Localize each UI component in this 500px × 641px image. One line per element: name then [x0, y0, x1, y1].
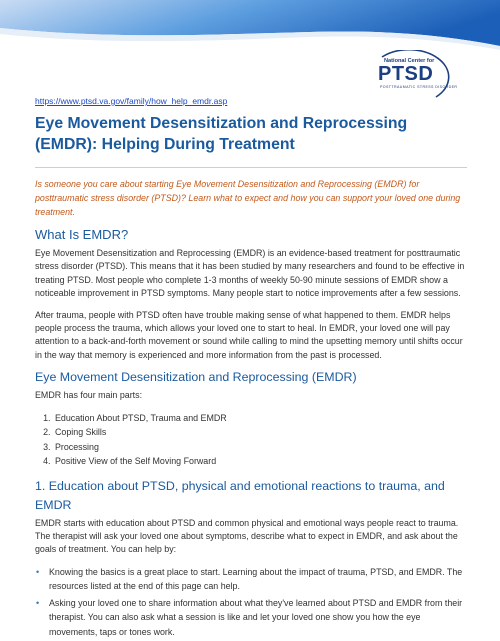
list-item	[35, 596, 467, 639]
bullet-icon: •	[36, 597, 40, 608]
list-item: 3. Processing	[53, 440, 467, 455]
list-item	[35, 565, 467, 594]
list-item: 2. Coping Skills	[53, 425, 467, 440]
list-item-text: Knowing the basics is a great place to start. Learning about the impact of trauma, PTSD, and EMDR. The resources listed at the end of this page can help.	[49, 566, 463, 592]
heading-emdr-parts: Eye Movement Desensitization and Reprocessing (EMDR)	[35, 370, 357, 385]
logo-sub-text: POSTTRAUMATIC STRESS DISORDER	[380, 85, 458, 89]
title-divider	[35, 167, 467, 168]
heading-education: 1. Education about PTSD, physical and emotional reactions to trauma, and EMDR	[35, 478, 445, 512]
paragraph-emdr-parts-lead: EMDR has four main parts:	[35, 390, 143, 401]
bullet-icon: •	[36, 566, 40, 577]
list-item-text: Asking your loved one to share information about what they've learned about PTSD and EMDR from their therapist. You can also ask what a session is like and let your loved one show you how the eye movements, taps or tones work.	[49, 597, 463, 637]
intro-paragraph: Is someone you care about starting Eye Movement Desensitization and Reprocessing (EMDR) for posttraumatic stress disorder (PTSD)? Learn what to expect and how you can support your loved one during treatment.	[35, 179, 461, 217]
logo-main-text: PTSD	[378, 63, 434, 85]
document-content	[35, 96, 467, 641]
paragraph-what-is-emdr: Eye Movement Desensitization and Reprocessing (EMDR) is an evidence-based treatment for posttraumatic stress disorder (PTSD). This means that it has been studied by many researchers and found to be effective in treating PTSD. Most people who complete 1-3 months of weekly 50-90 minute sessions of EMDR show a noticeable improvement in PTSD symptoms. Many people start to notice improvements after a few sessions.	[35, 248, 465, 299]
help-tips-list	[35, 565, 467, 639]
logo-top-text: National Center for	[384, 58, 435, 64]
ptsd-logo	[366, 50, 466, 102]
source-url-link[interactable]: https://www.ptsd.va.gov/family/how_help_emdr.asp	[35, 96, 228, 106]
list-item: 4. Positive View of the Self Moving Forward	[53, 454, 467, 469]
paragraph-how-emdr-works: After trauma, people with PTSD often have trouble making sense of what happened to them. EMDR helps people process the trauma, which allows your loved one to start to heal. In EMDR, your loved one will pay attention to a back-and-forth movement or sound while calling to mind the upsetting memory until shifts occur in the way that memory is experienced and more information from the past is processed.	[35, 309, 463, 360]
emdr-parts-list	[35, 411, 467, 469]
page-title: Eye Movement Desensitization and Reprocessing (EMDR): Helping During Treatment	[35, 115, 408, 153]
paragraph-education: EMDR starts with education about PTSD and common physical and emotional ways people react to trauma. The therapist will ask your loved one about symptoms, describe what to expect in EMDR, and ask about the goals of treatment. You can help by:	[35, 517, 459, 555]
list-item: 1. Education About PTSD, Trauma and EMDR	[53, 411, 467, 426]
heading-what-is-emdr: What Is EMDR?	[35, 227, 129, 242]
